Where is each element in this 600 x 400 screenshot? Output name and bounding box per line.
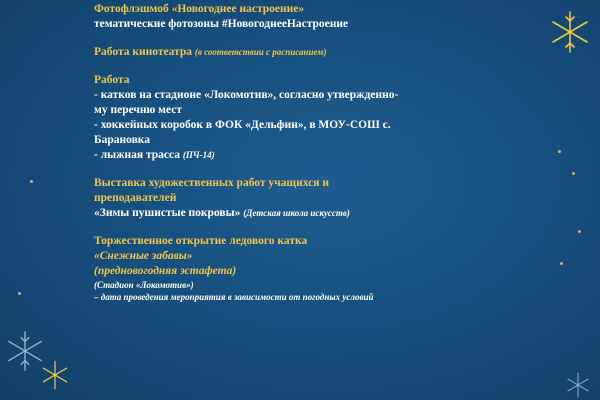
sparkle-icon: [30, 180, 33, 183]
event-note: (ПЧ-14): [182, 150, 215, 160]
event-exhibition: [94, 176, 514, 221]
snowflake-top-right-icon: [548, 10, 592, 54]
event-cinema: [94, 45, 514, 60]
event-line: му перечню мест: [94, 104, 183, 116]
sparkle-icon: [560, 262, 563, 265]
event-line: - лыжная трасса: [94, 149, 180, 161]
event-note: – дата проведения мероприятия в зависимости от погодных условий: [94, 292, 374, 302]
event-heading: Выставка художественных работ учащихся и: [94, 177, 329, 189]
event-line: «Зимы пушистые покровы»: [94, 207, 241, 219]
event-heading: преподавателей: [94, 192, 177, 204]
event-line: Барановка: [94, 134, 151, 146]
event-line: тематические фотозоны #НовогоднееНастроение: [94, 18, 349, 30]
event-heading: Торжественное открытие ледового катка: [94, 235, 308, 247]
event-ice-rink-opening: [94, 234, 514, 303]
event-photoflashmob: [94, 2, 514, 32]
snowflake-bottom-right-icon: [565, 372, 591, 398]
event-heading: «Снежные забавы»: [94, 250, 193, 262]
event-heading: Работа кинотеатра: [94, 46, 193, 58]
event-line: - катков на стадионе «Локомотив», согласно утвержденно-: [94, 89, 399, 101]
event-heading: (предновогодняя эстафета): [94, 265, 237, 277]
sparkle-icon: [558, 150, 561, 153]
event-note: (Стадион «Локомотив»): [94, 280, 194, 290]
event-list: [94, 2, 514, 316]
sparkle-icon: [572, 172, 575, 175]
event-note: (в соответствии с расписанием): [194, 47, 327, 57]
event-work: [94, 73, 514, 163]
sparkle-icon: [18, 292, 21, 295]
event-note: (Детская школа искусств): [243, 208, 350, 218]
event-heading: Фотофлэшмоб «Новогоднее настроение»: [94, 3, 305, 15]
event-heading: Работа: [94, 74, 130, 86]
event-line: - хоккейных коробок в ФОК «Дельфин», в МОУ-СОШ с.: [94, 119, 391, 131]
snowflake-bottom-left-icon: [40, 360, 70, 390]
sparkle-icon: [578, 230, 581, 233]
